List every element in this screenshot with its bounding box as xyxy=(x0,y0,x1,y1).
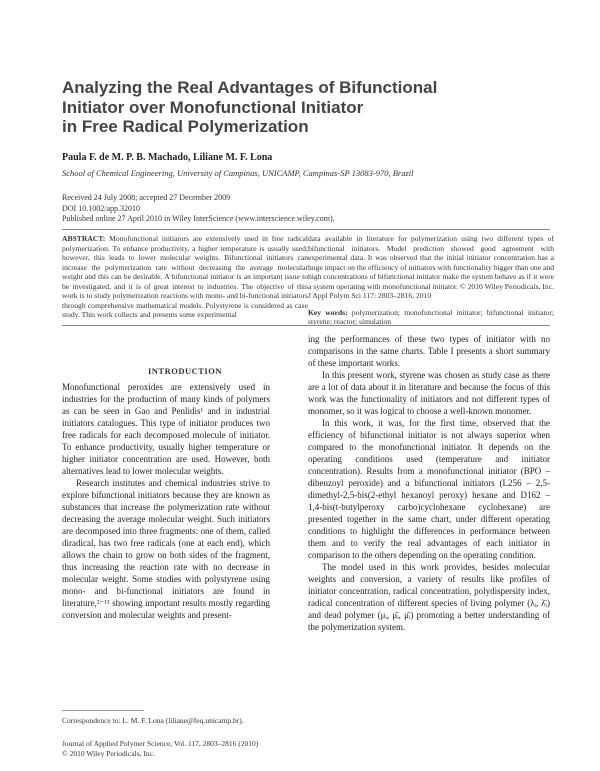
correspondence-note: Correspondence to: L. M. F. Lona (liliane@feq.unicamp.br). xyxy=(62,716,244,725)
body-column-right xyxy=(308,333,550,633)
title-line-3: in Free Radical Polymerization xyxy=(62,117,309,136)
abstract-text-right: data available in literature for polymerization using two different types of bifunctional initiators. Model prediction showed good agreement with experimental data. It was observed that the initial initiator concentration has a huge impact on the efficiency of initiators with functionality bigger than one and high concentrations of bifunctional initiator make the system behave as if it were a system operating with monofunctional initiator. © 2010 Wiley Periodicals, Inc. J Appl Polym Sci 117: 2803–2816, 2010 xyxy=(308,234,554,301)
authors: Paula F. de M. P. B. Machado, Liliane M. F. Lona xyxy=(62,152,273,163)
paragraph: Monofunctional peroxides are extensively used in industries for the production of many kinds of polymers as can be seen in Gao and Penlidis¹ and in industrial initiators catalogues. This type of initiator produces two free radicals for each decomposed molecule of initiator. To enhance productivity, usually higher temperature or higher initiator concentration are used. However, both alternatives lead to lower molecular weights. xyxy=(62,382,270,476)
body-column-left xyxy=(62,381,270,621)
title-line-2: Initiator over Monofunctional Initiator xyxy=(62,97,364,117)
affiliation: School of Chemical Engineering, University of Campinas, UNICAMP, Campinas-SP 13083-970, Brazil xyxy=(62,168,414,178)
keywords-label: Key words: xyxy=(308,307,348,317)
abstract-left xyxy=(62,234,308,320)
abstract-text-left: Monofunctional initiators are extensively used in free radical polymerization. To enhance productivity, a higher temperature is usually used; however, this leads to lower molecular weights. Bifunctional initiators can increase the polymerization rate without decreasing the average molecular weight and this can be desirable. A bifunctional initiator is an important issue to be investigated, and it is of great interest to industries. The objective of this work is to study polymerization reactions with mono- and bi-functional initiators through comprehensive mathematical models. Polystyrene is considered as case study. This work collects and presents some experimental xyxy=(62,234,308,320)
paper-title xyxy=(62,78,542,137)
abstract-bottom-rule xyxy=(62,325,550,326)
keywords-text: polymerization; monofunctional initiator; bifunctional initiator; styrene; reactor; simulation xyxy=(308,307,554,327)
abstract-right xyxy=(308,234,554,327)
published-date: Published online 27 April 2010 in Wiley InterScience (www.interscience.wiley.com). xyxy=(62,214,335,224)
section-heading: INTRODUCTION xyxy=(147,366,222,376)
abstract-label: ABSTRACT: xyxy=(62,234,106,243)
footnote-rule xyxy=(62,710,144,711)
journal-citation: Journal of Applied Polymer Science, Vol. 117, 2803–2816 (2010) xyxy=(62,739,259,748)
received-date: Received 24 July 2008; accepted 27 December 2009 xyxy=(62,193,231,202)
abstract-top-rule xyxy=(62,229,550,230)
publication-dates xyxy=(62,193,335,225)
copyright: © 2010 Wiley Periodicals, Inc. xyxy=(62,748,155,758)
paragraph: Research institutes and chemical industries strive to explore bifunctional initiators because they are known as substances that increase the polymerization rate without decreasing the average molecular weight. Such initiators are decomposed into three fragments: one of them, called diradical, has two free radicals (one at each end), which allows the chain to grow on both sides of the fragment, thus increasing the reaction rate with no decrease in molecular weight. Some studies with polystyrene using mono- and bi-functional initiators are found in literature,²⁻¹³ showing important results mostly regarding conversion and molecular weights and present- xyxy=(62,478,270,620)
paragraph: ing the performances of these two types of initiator with no comparisons in the same charts. Table I presents a short summary of these important works. xyxy=(308,334,550,368)
paragraph: The model used in this work provides, besides molecular weights and conversion, a variety of results like profiles of initiator concentration, radical concentration, polydispersity index, radical concentration of different species of living polymer (λᵢ, λ̄ᵢ) and dead polymer (μᵢ, μ̄ᵢ, μ̄ᵢ) promoting a better understanding of the polymerization system. xyxy=(308,562,550,632)
journal-footer xyxy=(62,739,258,758)
doi: DOI 10.1002/app.32010 xyxy=(62,203,140,213)
title-line-1: Analyzing the Real Advantages of Bifunctional xyxy=(62,78,438,97)
paragraph: In this work, it was, for the first time, observed that the efficiency of bifunctional initiator is not always superior when compared to the monofunctional initiator. It depends on the operating conditions used (temperature and initiator concentration). Results from a monofunctional initiator (BPO – dibenzoyl peroxide) and a bifunctional initiators (L256 – 2,5-dimethyl-2,5-bis(2-ethyl hexanoyl peroxy) hexane and D162 – 1,4-bis(t-butylperoxy carbo)cyclohexane cyclohexane) are presented together in the same chart, under different operating conditions to highlight the differences in performance between them and to verify the real advantages of each initiator in comparison to the others depending on the operating condition. xyxy=(308,418,550,560)
paragraph: In this present work, styrene was chosen as study case as there are a lot of data about it in literature and because the focus of this work was the functionality of initiators and not different types of monomer, so it was logical to choose a well-known monomer. xyxy=(308,370,550,416)
